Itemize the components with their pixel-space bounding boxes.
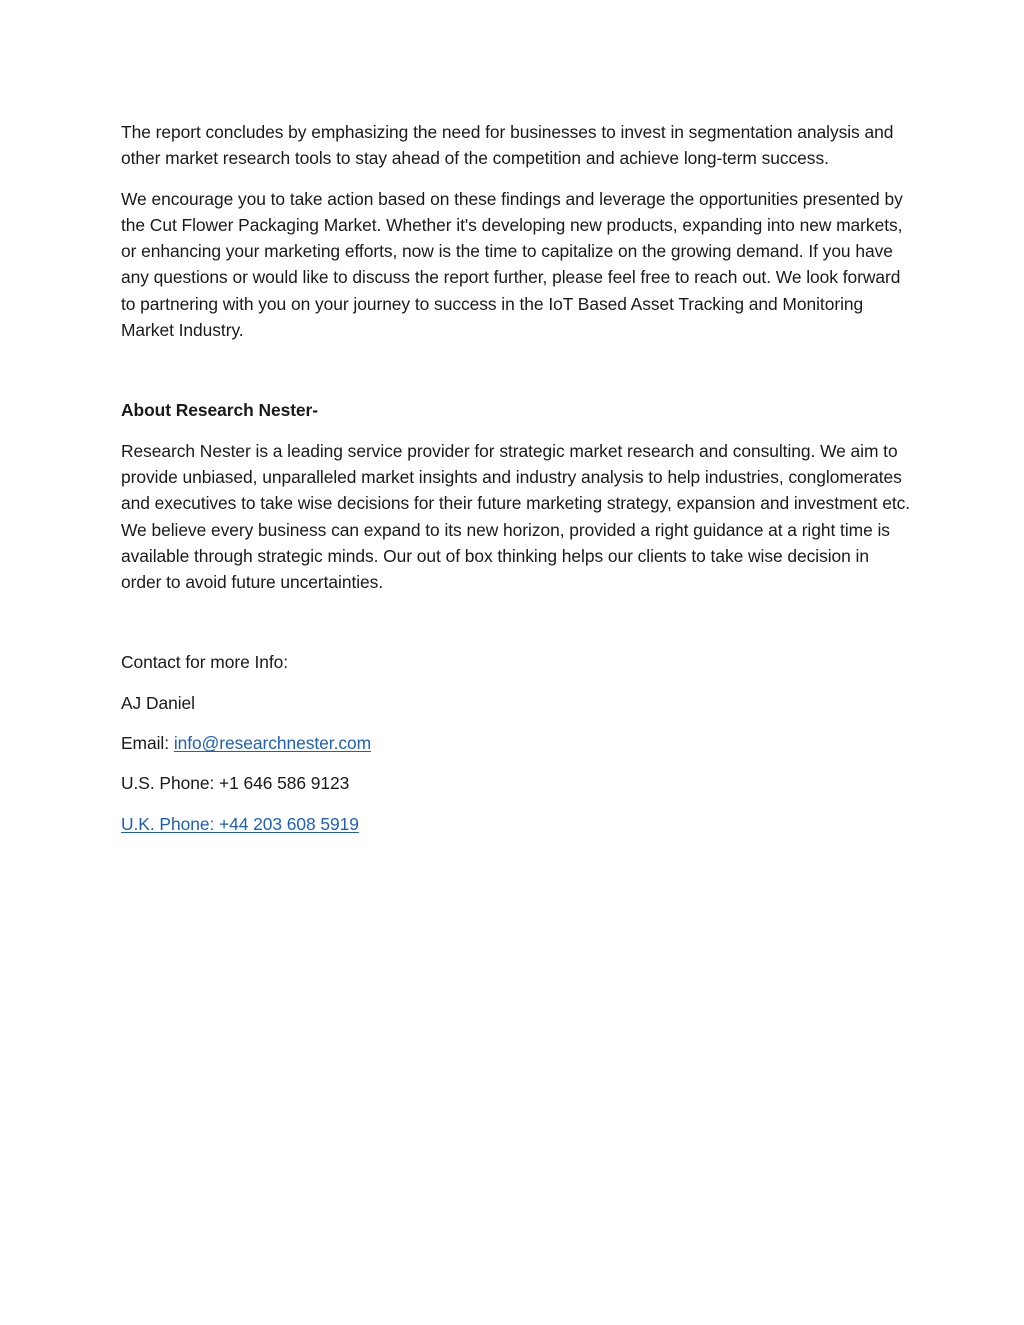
about-heading: About Research Nester-: [121, 400, 319, 421]
encourage-paragraph: We encourage you to take action based on these findings and leverage the opportunities presented by the Cut Flower Packaging Market. Whether it's developing new products, expanding into new markets, or enhancing your marketing efforts, now is the time to capitalize on the growing demand. If you have any questions or would like to discuss the report further, please feel free to reach out. We look forward to partnering with you on your journey to success in the IoT Based Asset Tracking and Monitoring Market Industry.: [121, 188, 903, 341]
about-paragraph: Research Nester is a leading service provider for strategic market research and consulting. We aim to provide unbiased, unparalleled market insights and industry analysis to help industries, conglomerates and executives to take wise decisions for their future marketing strategy, expansion and investment etc. We believe every business can expand to its new horizon, provided a right guidance at a right time is available through strategic minds. Our out of box thinking helps our clients to take wise decision in order to avoid future uncertainties.: [121, 440, 911, 593]
contact-intro: Contact for more Info:: [121, 652, 289, 673]
email-link[interactable]: info@researchnester.com: [173, 733, 372, 754]
contact-email-line: [121, 730, 911, 756]
conclusion-paragraph: The report concludes by emphasizing the need for businesses to invest in segmentation analysis and other market research tools to stay ahead of the competition and achieve long-term success.: [121, 122, 894, 169]
contact-us-phone: U.S. Phone: +1 646 586 9123: [121, 773, 350, 794]
contact-name: AJ Daniel: [121, 692, 195, 713]
uk-phone-link[interactable]: U.K. Phone: +44 203 608 5919: [121, 813, 359, 834]
document-page: [121, 119, 911, 851]
email-label: Email:: [121, 733, 174, 754]
contact-uk-phone-line: [121, 811, 911, 837]
